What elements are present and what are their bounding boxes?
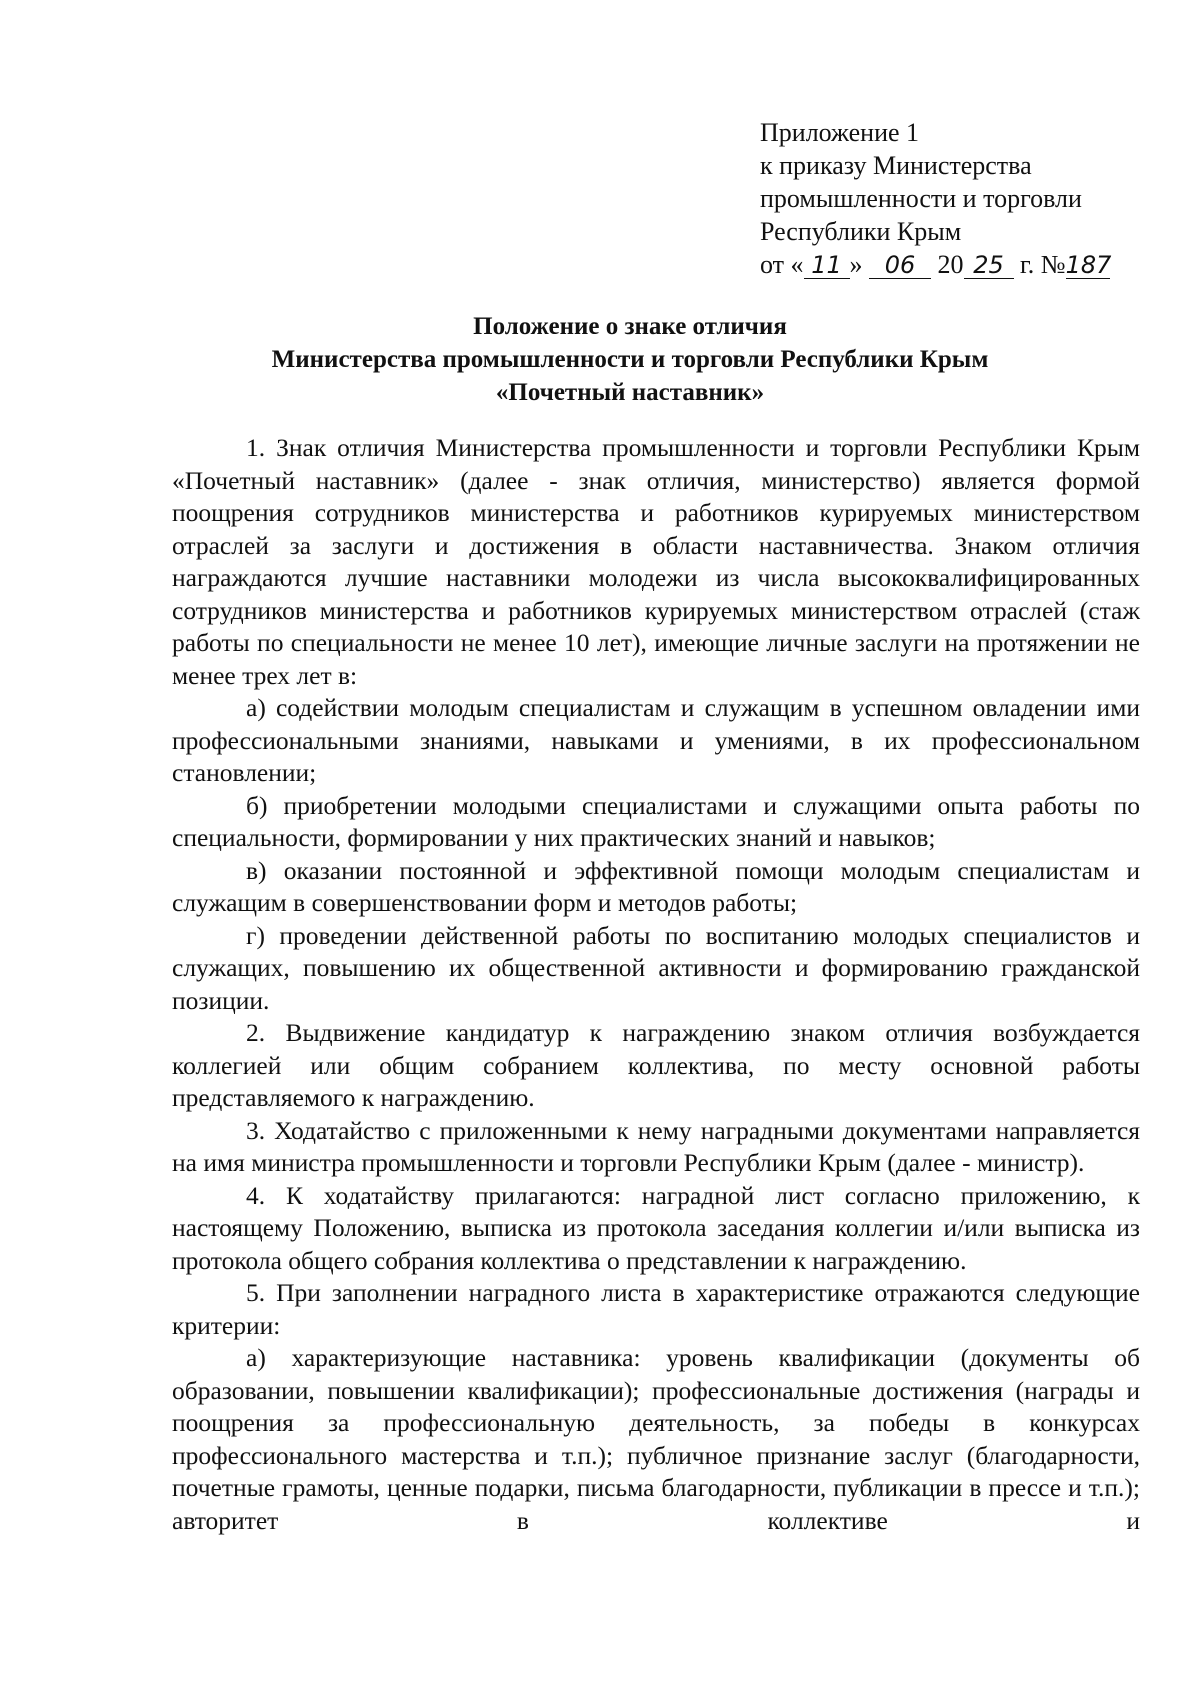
appendix-line: Республики Крым — [760, 217, 962, 246]
handwritten-month: 06 — [869, 252, 931, 279]
handwritten-year: 25 — [964, 252, 1014, 279]
order-date-line — [760, 248, 1180, 281]
paragraph: 5. При заполнении наградного листа в характеристике отражаются следующие критерии: — [172, 1278, 1140, 1340]
paragraph: б) приобретении молодыми специалистами и служащими опыта работы по специальности, формировании у них практических знаний и навыков; — [172, 790, 1140, 852]
paragraph: 1. Знак отличия Министерства промышленности и торговли Республики Крым «Почетный наставник» (далее - знак отличия, министерство) является формой поощрения сотрудников министерства и работников курируемых министерством отраслей за заслуги и достижения в области наставничества. Знаком отличия награждаются лучшие наставники молодежи из числа высококвалифицированных сотрудников министерства и работников курируемых министерством отраслей (стаж работы по специальности не менее 10 лет), имеющие личные заслуги на протяжении не менее трех лет в: — [172, 433, 1140, 690]
date-prefix: от « — [760, 250, 804, 279]
paragraph: 3. Ходатайство с приложенными к нему наградными документами направляется на имя министра промышленности и торговли Республики Крым (далее - министр). — [172, 1115, 1140, 1177]
appendix-line: к приказу Министерства — [760, 151, 1032, 180]
handwritten-day: 11 — [804, 252, 850, 279]
title-line: Положение о знаке отличия — [473, 313, 787, 340]
paragraph: в) оказании постоянной и эффективной помощи молодым специалистам и служащим в совершенствовании форм и методов работы; — [172, 855, 1140, 917]
document-body — [172, 432, 1140, 1537]
appendix-header — [760, 116, 1180, 281]
appendix-line: промышленности и торговли — [760, 184, 1082, 213]
paragraph: 4. К ходатайству прилагаются: наградной лист согласно приложению, к настоящему Положению, выписка из протокола заседания коллегии и/или выписка из протокола общего собрания коллектива о представлении к награждению. — [172, 1180, 1140, 1275]
paragraph: г) проведении действенной работы по воспитанию молодых специалистов и служащих, повышению их общественной активности и формированию гражданской позиции. — [172, 920, 1140, 1015]
appendix-line: Приложение 1 — [760, 118, 920, 147]
year-prefix: 20 — [937, 250, 964, 279]
paragraph: 2. Выдвижение кандидатур к награждению знаком отличия возбуждается коллегией или общим собранием коллектива, по месту основной работы представляемого к награждению. — [172, 1018, 1140, 1112]
handwritten-number: 187 — [1065, 251, 1112, 279]
quote-close: » — [849, 250, 863, 279]
title-line: «Почетный наставник» — [495, 379, 765, 406]
title-line: Министерства промышленности и торговли Республики Крым — [271, 346, 989, 373]
document-title — [130, 310, 1130, 409]
paragraph: а) характеризующие наставника: уровень квалификации (документы об образовании, повышении квалификации); профессиональные достижения (награды и поощрения за профессиональную деятельность, за победы в конкурсах профессионального мастерства и т.п.); публичное признание заслуг (благодарности, почетные грамоты, ценные подарки, письма благодарности, публикации в прессе и т.п.); авторитет в коллективе и — [172, 1343, 1140, 1535]
paragraph: а) содействии молодым специалистам и служащим в успешном овладении ими профессиональными знаниями, навыками и умениями, в их профессиональном становлении; — [172, 693, 1140, 787]
number-prefix: г. № — [1020, 250, 1066, 279]
